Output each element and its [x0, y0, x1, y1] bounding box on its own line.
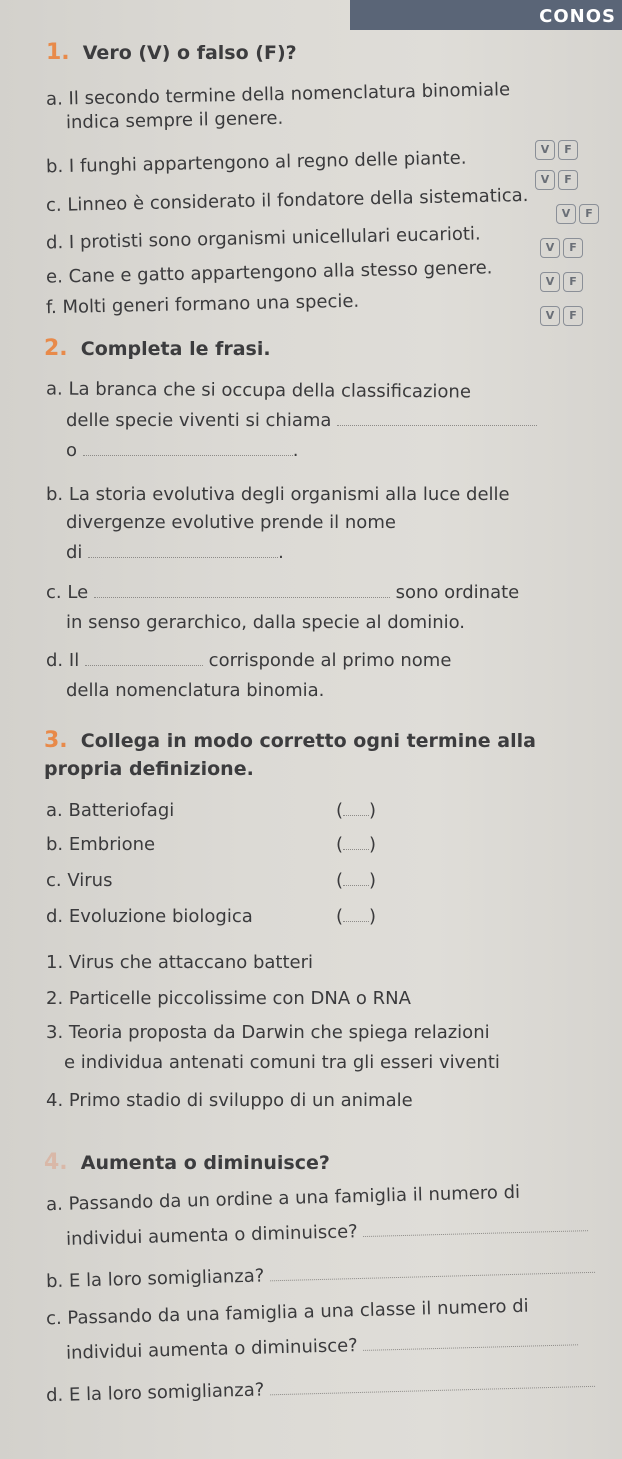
answer-blank[interactable]: [343, 835, 369, 850]
item-text: Il: [68, 650, 80, 671]
item-text: Cane e gatto appartengono alla stesso genere.: [68, 257, 493, 288]
answer-blank[interactable]: [88, 543, 278, 558]
item-text: delle specie viventi si chiama: [66, 410, 332, 431]
paren: ): [369, 906, 377, 927]
item-text: I protisti sono organismi unicellulari eucarioti.: [68, 223, 481, 254]
q3-definition-3-line2: e individua antenati comuni tra gli esseri viventi: [64, 1052, 500, 1073]
answer-blank[interactable]: [83, 441, 293, 456]
exercise-4-heading: [44, 1150, 330, 1175]
q3-match-b[interactable]: [336, 834, 376, 855]
item-letter: b.: [46, 484, 64, 505]
v-f-box-icon[interactable]: F: [579, 204, 599, 224]
item-text: Il secondo termine della nomenclatura binomiale: [68, 79, 511, 110]
q2-item-c-line2: in senso gerarchico, dalla specie al dominio.: [66, 612, 466, 633]
item-text: Linneo è considerato il fondatore della sistematica.: [67, 184, 529, 216]
answer-blank[interactable]: [343, 801, 369, 816]
q4-item-d: [46, 1371, 595, 1406]
v-f-box-icon[interactable]: F: [563, 306, 583, 326]
q4-item-a-line1: a. Passando da un ordine a una famiglia il numero di: [45, 1181, 521, 1216]
paren: (: [336, 870, 344, 891]
item-text: La branca che si occupa della classificazione: [68, 378, 472, 403]
item-text: corrisponde al primo nome: [208, 650, 452, 671]
q2-item-b-line1: [46, 484, 510, 505]
item-text: o: [66, 440, 78, 461]
q3-term-c: c. Virus: [46, 870, 113, 891]
answer-blank[interactable]: [343, 871, 369, 886]
q1-item-e: [46, 257, 493, 287]
item-letter: d.: [46, 650, 64, 671]
exercise-title: Collega in modo corretto ogni termine alla: [80, 730, 536, 752]
q2-item-a-line2: [66, 410, 537, 431]
item-text: Le: [67, 582, 89, 603]
item-letter: d.: [45, 232, 64, 254]
item-text: I funghi appartengono al regno delle piante.: [68, 147, 467, 177]
v-f-box-icon[interactable]: F: [558, 140, 578, 160]
q2-item-d-line1: [46, 650, 451, 671]
q3-term-b: b. Embrione: [46, 834, 156, 855]
answer-blank[interactable]: [85, 651, 203, 666]
vf-choice-f[interactable]: [540, 306, 583, 326]
q2-item-a-line3: [66, 440, 298, 461]
q3-definition-1: 1. Virus che attaccano batteri: [46, 952, 314, 973]
vf-choice-d[interactable]: [540, 238, 583, 258]
item-text: individui aumenta o diminuisce?: [65, 1221, 358, 1250]
q2-item-b-line3: [66, 542, 284, 563]
q4-item-c-line2: [66, 1329, 579, 1363]
exercise-number: 4.: [44, 1150, 68, 1175]
vf-choice-c[interactable]: [556, 204, 599, 224]
paren: ): [369, 834, 377, 855]
v-f-box-icon[interactable]: F: [563, 238, 583, 258]
v-f-box-icon[interactable]: V: [540, 238, 560, 258]
item-letter: c.: [45, 194, 62, 217]
item-text: individui aumenta o diminuisce?: [65, 1335, 358, 1364]
item-text: d. E la loro somiglianza?: [45, 1379, 265, 1407]
q1-item-f: [46, 291, 360, 319]
q3-term-a: a. Batteriofagi: [46, 800, 175, 821]
item-text: La storia evolutiva degli organismi alla luce delle: [68, 484, 510, 505]
paren: ): [369, 870, 377, 891]
exercise-number: 1.: [46, 40, 70, 65]
exercise-title-line2: propria definizione.: [44, 758, 254, 780]
q3-match-c[interactable]: [336, 870, 376, 891]
q2-item-b-line2: divergenze evolutive prende il nome: [66, 512, 396, 533]
item-letter: a.: [45, 88, 64, 110]
exercise-3-heading: [44, 728, 536, 753]
v-f-box-icon[interactable]: V: [540, 272, 560, 292]
vf-choice-a[interactable]: [535, 140, 578, 160]
v-f-box-icon[interactable]: V: [556, 204, 576, 224]
item-letter: f.: [45, 297, 58, 319]
answer-blank[interactable]: [363, 1330, 578, 1351]
answer-blank[interactable]: [343, 907, 369, 922]
item-text: di: [66, 542, 83, 563]
item-text: sono ordinate: [395, 582, 520, 603]
v-f-box-icon[interactable]: F: [563, 272, 583, 292]
item-text: Molti generi formano una specie.: [62, 290, 360, 318]
item-letter: b.: [45, 156, 64, 178]
q1-item-c: [46, 185, 529, 216]
v-f-box-icon[interactable]: F: [558, 170, 578, 190]
q3-term-d: d. Evoluzione biologica: [46, 906, 253, 927]
section-banner: CONOS: [350, 0, 622, 30]
q3-definition-2: 2. Particelle piccolissime con DNA o RNA: [46, 988, 411, 1009]
paren: ): [369, 800, 377, 821]
paren: (: [336, 800, 344, 821]
item-letter: c.: [46, 582, 62, 603]
q3-match-a[interactable]: [336, 800, 376, 821]
q2-item-a-line1: [46, 379, 471, 403]
q4-item-b: [46, 1257, 595, 1292]
q1-item-b: [46, 148, 467, 178]
vf-choice-e[interactable]: [540, 272, 583, 292]
item-letter: a.: [45, 378, 63, 400]
answer-blank[interactable]: [337, 411, 537, 426]
v-f-box-icon[interactable]: V: [535, 170, 555, 190]
period: .: [278, 542, 284, 563]
answer-blank[interactable]: [270, 1372, 595, 1396]
q1-item-d: [46, 223, 481, 253]
exercise-title: Vero (V) o falso (F)?: [82, 42, 297, 64]
v-f-box-icon[interactable]: V: [535, 140, 555, 160]
period: .: [292, 440, 299, 461]
answer-blank[interactable]: [94, 583, 390, 598]
q3-definition-4: 4. Primo stadio di sviluppo di un animale: [46, 1090, 413, 1111]
q2-item-c-line1: [46, 582, 519, 603]
exercise-number: 2.: [44, 336, 68, 361]
item-letter: e.: [45, 266, 64, 288]
paren: (: [336, 906, 344, 927]
q4-item-a-line2: [66, 1215, 589, 1250]
exercise-title: Completa le frasi.: [80, 338, 271, 360]
exercise-number: 3.: [44, 728, 68, 753]
paren: (: [336, 834, 344, 855]
q1-item-a: [46, 79, 510, 110]
exercise-title: Aumenta o diminuisce?: [80, 1152, 330, 1174]
item-text: b. E la loro somiglianza?: [45, 1265, 265, 1293]
q3-match-d[interactable]: [336, 906, 376, 927]
answer-blank[interactable]: [270, 1258, 595, 1282]
q3-definition-3: 3. Teoria proposta da Darwin che spiega relazioni: [46, 1022, 490, 1043]
exercise-1-heading: [46, 40, 297, 65]
q1-item-a-line2: indica sempre il genere.: [65, 107, 284, 134]
vf-choice-b[interactable]: [535, 170, 578, 190]
v-f-box-icon[interactable]: V: [540, 306, 560, 326]
q2-item-d-line2: della nomenclatura binomia.: [66, 680, 325, 701]
exercise-2-heading: [44, 336, 271, 361]
answer-blank[interactable]: [363, 1216, 588, 1237]
q4-item-c-line1: c. Passando da una famiglia a una classe il numero di: [45, 1295, 529, 1330]
